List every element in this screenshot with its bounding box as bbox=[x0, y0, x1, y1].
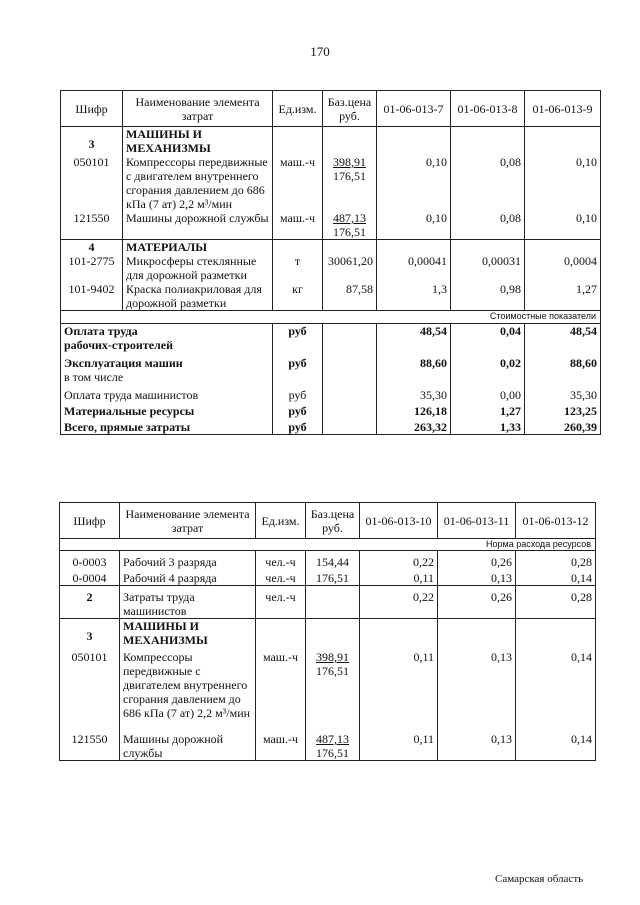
row-code: 121550 bbox=[60, 724, 120, 761]
norms-table-2 bbox=[59, 502, 596, 761]
col-header-rate-2: 01-06-013-8 bbox=[451, 91, 525, 127]
row-name: Оплата труда машинистов bbox=[61, 384, 273, 402]
row-unit: руб bbox=[273, 418, 323, 435]
row-code: 101-2775 bbox=[61, 254, 123, 282]
row-value-3: 88,60 bbox=[525, 352, 601, 384]
row-value-2: 0,26 bbox=[438, 586, 516, 619]
row-value-3: 0,14 bbox=[516, 647, 596, 724]
row-value-1: 0,10 bbox=[377, 211, 451, 240]
row-price bbox=[306, 724, 360, 761]
row-value-1: 0,22 bbox=[360, 551, 438, 570]
row-value-1: 0,22 bbox=[360, 586, 438, 619]
section-title: МАШИНЫ И МЕХАНИЗМЫ bbox=[123, 127, 273, 156]
row-unit: т bbox=[273, 254, 323, 282]
col-header-price: Баз.цена руб. bbox=[306, 503, 360, 539]
row-price bbox=[323, 211, 377, 240]
price-base: 398,91 bbox=[333, 155, 366, 169]
table-row bbox=[60, 724, 596, 761]
row-value-1: 0,10 bbox=[377, 155, 451, 211]
col-header-rate-3: 01-06-013-9 bbox=[525, 91, 601, 127]
row-value-3: 123,25 bbox=[525, 402, 601, 418]
col-header-unit: Ед.изм. bbox=[273, 91, 323, 127]
col-header-rate-1: 01-06-013-10 bbox=[360, 503, 438, 539]
price-wage: 176,51 bbox=[333, 225, 366, 239]
row-value-1: 88,60 bbox=[377, 352, 451, 384]
row-code: 050101 bbox=[61, 155, 123, 211]
row-value-3: 0,10 bbox=[525, 155, 601, 211]
row-value-3: 260,39 bbox=[525, 418, 601, 435]
row-value-3: 0,10 bbox=[525, 211, 601, 240]
row-value-2: 0,08 bbox=[451, 155, 525, 211]
row-value-3: 0,28 bbox=[516, 551, 596, 570]
table-row bbox=[61, 384, 601, 402]
table-header-row bbox=[60, 503, 596, 539]
row-value-2: 0,13 bbox=[438, 724, 516, 761]
col-header-name: Наименование элемента затрат bbox=[120, 503, 256, 539]
row-value-3: 0,14 bbox=[516, 724, 596, 761]
row-value-2: 0,98 bbox=[451, 282, 525, 311]
col-header-code: Шифр bbox=[60, 503, 120, 539]
table-row bbox=[61, 211, 601, 240]
row-name: Материальные ресурсы bbox=[61, 402, 273, 418]
table-row bbox=[61, 254, 601, 282]
row-value-1: 0,11 bbox=[360, 724, 438, 761]
row-value-1: 126,18 bbox=[377, 402, 451, 418]
row-value-3: 48,54 bbox=[525, 324, 601, 353]
norms-table-1 bbox=[60, 90, 601, 435]
section-title: МАШИНЫ И МЕХАНИЗМЫ bbox=[120, 619, 256, 648]
row-unit: чел.-ч bbox=[256, 569, 306, 586]
table-row bbox=[61, 352, 601, 384]
row-code: 050101 bbox=[60, 647, 120, 724]
row-value-3: 0,14 bbox=[516, 569, 596, 586]
row-unit: руб bbox=[273, 402, 323, 418]
table-row bbox=[60, 586, 596, 619]
row-unit: чел.-ч bbox=[256, 586, 306, 619]
price-wage: 176,51 bbox=[333, 169, 366, 183]
col-header-rate-1: 01-06-013-7 bbox=[377, 91, 451, 127]
row-unit: маш.-ч bbox=[273, 155, 323, 211]
section-code: 3 bbox=[60, 619, 120, 648]
row-name: Компрессоры передвижные с двигателем внутреннего сгорания давлением до 686 кПа (7 ат) 2,2 м³/мин bbox=[123, 155, 273, 211]
row-price: 176,51 bbox=[306, 569, 360, 586]
row-value-2: 1,27 bbox=[451, 402, 525, 418]
table-row bbox=[61, 155, 601, 211]
row-price: 154,44 bbox=[306, 551, 360, 570]
row-value-2: 0,13 bbox=[438, 569, 516, 586]
section-code: 4 bbox=[61, 240, 123, 255]
row-value-1: 35,30 bbox=[377, 384, 451, 402]
row-value-1: 263,32 bbox=[377, 418, 451, 435]
section-row bbox=[61, 127, 601, 156]
col-header-rate-2: 01-06-013-11 bbox=[438, 503, 516, 539]
table-row bbox=[61, 324, 601, 353]
row-value-2: 0,08 bbox=[451, 211, 525, 240]
row-unit: маш.-ч bbox=[256, 647, 306, 724]
section-row bbox=[60, 619, 596, 648]
price-wage: 176,51 bbox=[316, 664, 349, 678]
row-value-2: 0,00031 bbox=[451, 254, 525, 282]
row-name: Рабочий 3 разряда bbox=[120, 551, 256, 570]
row-name: Машины дорожной службы bbox=[123, 211, 273, 240]
machines-label: Эксплуатация машин bbox=[64, 356, 183, 370]
table-row bbox=[61, 418, 601, 435]
footer-region: Самарская область bbox=[495, 873, 584, 885]
row-value-3: 0,28 bbox=[516, 586, 596, 619]
row-name: Компрессоры передвижные с двигателем внутреннего сгорания давлением до 686 кПа (7 ат) 2,2 м³/мин bbox=[120, 647, 256, 724]
row-name: Краска полиакриловая для дорожной разметки bbox=[123, 282, 273, 311]
row-code: 0-0004 bbox=[60, 569, 120, 586]
price-base: 487,13 bbox=[316, 732, 349, 746]
row-value-2: 0,13 bbox=[438, 647, 516, 724]
row-value-1: 48,54 bbox=[377, 324, 451, 353]
table-row bbox=[60, 551, 596, 570]
price-base: 398,91 bbox=[316, 650, 349, 664]
table-row bbox=[61, 282, 601, 311]
row-value-2: 1,33 bbox=[451, 418, 525, 435]
row-unit: маш.-ч bbox=[273, 211, 323, 240]
section-code: 3 bbox=[61, 127, 123, 156]
row-code: 101-9402 bbox=[61, 282, 123, 311]
row-code: 0-0003 bbox=[60, 551, 120, 570]
row-value-1: 0,11 bbox=[360, 647, 438, 724]
machines-sublabel: в том числе bbox=[64, 370, 124, 384]
section-title: МАТЕРИАЛЫ bbox=[123, 240, 273, 255]
separator-row bbox=[61, 311, 601, 324]
row-name: Микросферы стеклянные для дорожной разметки bbox=[123, 254, 273, 282]
row-value-3: 35,30 bbox=[525, 384, 601, 402]
table-row bbox=[61, 402, 601, 418]
separator-row bbox=[60, 539, 596, 551]
row-value-1: 0,00041 bbox=[377, 254, 451, 282]
row-value-2: 0,26 bbox=[438, 551, 516, 570]
row-value-3: 0,0004 bbox=[525, 254, 601, 282]
row-price bbox=[323, 155, 377, 211]
row-value-1: 1,3 bbox=[377, 282, 451, 311]
row-unit: чел.-ч bbox=[256, 551, 306, 570]
page-number: 170 bbox=[310, 44, 330, 59]
row-name: Всего, прямые затраты bbox=[61, 418, 273, 435]
row-price: 30061,20 bbox=[323, 254, 377, 282]
col-header-price: Баз.цена руб. bbox=[323, 91, 377, 127]
col-header-rate-3: 01-06-013-12 bbox=[516, 503, 596, 539]
section-row bbox=[61, 240, 601, 255]
table-row bbox=[60, 569, 596, 586]
price-wage: 176,51 bbox=[316, 746, 349, 760]
row-price bbox=[306, 647, 360, 724]
row-value-2: 0,04 bbox=[451, 324, 525, 353]
table-header-row bbox=[61, 91, 601, 127]
row-value-1: 0,11 bbox=[360, 569, 438, 586]
resource-norm-label: Норма расхода ресурсов bbox=[60, 539, 596, 551]
row-unit: руб bbox=[273, 384, 323, 402]
row-name: Затраты труда машинистов bbox=[120, 586, 256, 619]
cost-indicators-label: Стоимостные показатели bbox=[61, 311, 601, 324]
table-row bbox=[60, 647, 596, 724]
row-name: Машины дорожной службы bbox=[120, 724, 256, 761]
row-unit: маш.-ч bbox=[256, 724, 306, 761]
row-price: 87,58 bbox=[323, 282, 377, 311]
row-code: 121550 bbox=[61, 211, 123, 240]
col-header-name: Наименование элемента затрат bbox=[123, 91, 273, 127]
row-value-2: 0,00 bbox=[451, 384, 525, 402]
row-code: 2 bbox=[60, 586, 120, 619]
row-name: Рабочий 4 разряда bbox=[120, 569, 256, 586]
row-value-2: 0,02 bbox=[451, 352, 525, 384]
price-base: 487,13 bbox=[333, 211, 366, 225]
row-name bbox=[61, 352, 273, 384]
row-unit: кг bbox=[273, 282, 323, 311]
row-value-3: 1,27 bbox=[525, 282, 601, 311]
row-unit: руб bbox=[273, 324, 323, 353]
col-header-unit: Ед.изм. bbox=[256, 503, 306, 539]
col-header-code: Шифр bbox=[61, 91, 123, 127]
row-unit: руб bbox=[273, 352, 323, 384]
row-name: Оплата труда рабочих-строителей bbox=[61, 324, 273, 353]
